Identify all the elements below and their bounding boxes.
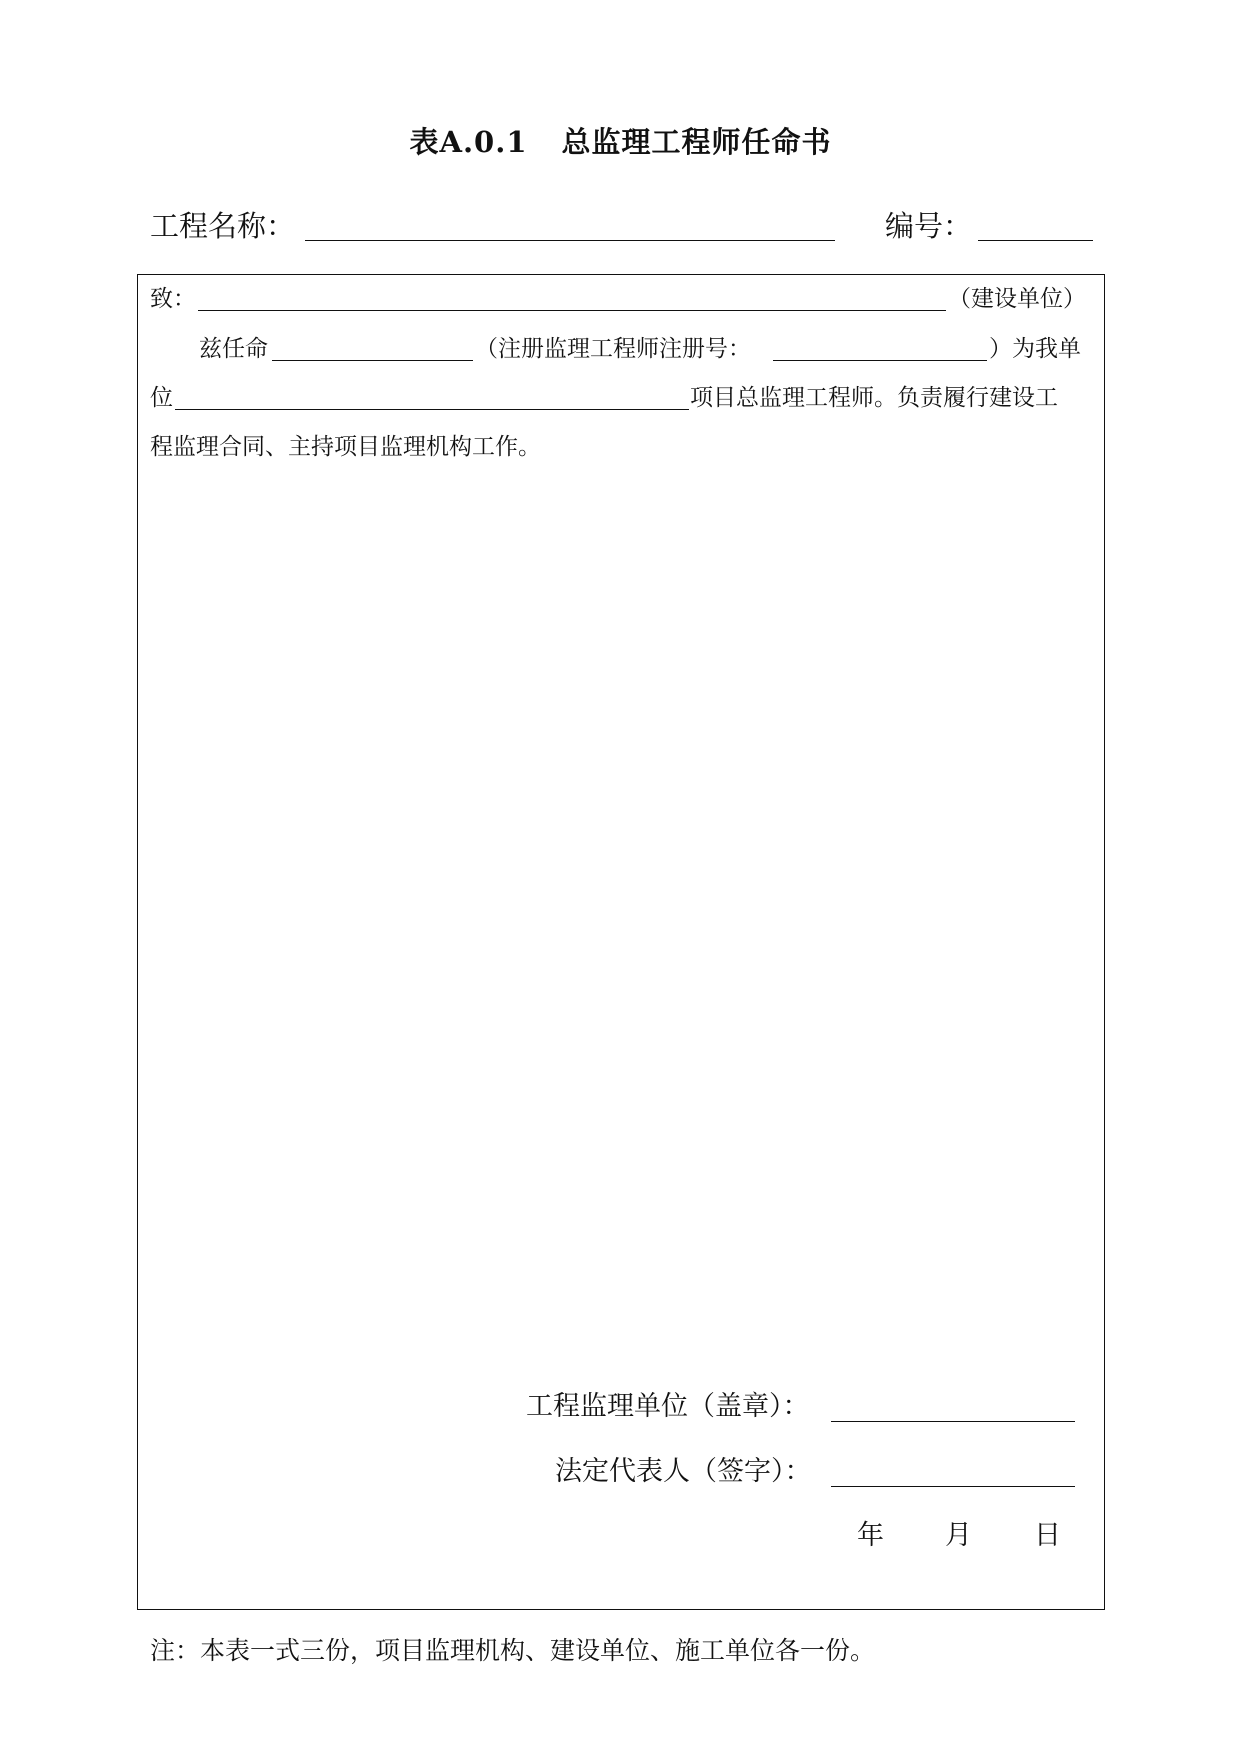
footnote: 注：本表一式三份，项目监理机构、建设单位、施工单位各一份。 (150, 1636, 876, 1665)
form-title (0, 120, 1241, 161)
legal-rep-field[interactable] (831, 1486, 1075, 1487)
legal-rep-label: 法定代表人（签字）： (555, 1456, 812, 1487)
project-name-field[interactable] (305, 240, 835, 241)
number-label: 编号： (885, 209, 973, 243)
project-field[interactable] (175, 409, 689, 410)
form-name: 总监理工程师任命书 (561, 125, 832, 159)
supervision-unit-field[interactable] (831, 1421, 1075, 1422)
appoint-prefix: 兹任命 (199, 336, 268, 362)
line2-prefix: 位 (150, 385, 173, 411)
supervision-unit-label: 工程监理单位（盖章）： (526, 1391, 810, 1422)
number-field[interactable] (978, 240, 1093, 241)
line3-text: 程监理合同、主持项目监理机构工作。 (150, 434, 541, 460)
to-label: 致： (150, 286, 196, 312)
registration-close: ）为我单 (989, 336, 1081, 362)
owner-suffix: （建设单位） (948, 286, 1086, 312)
year-label: 年 (857, 1520, 884, 1551)
project-name-label: 工程名称： (150, 209, 296, 243)
day-label: 日 (1034, 1520, 1061, 1551)
registration-open: （注册监理工程师注册号： (475, 336, 751, 362)
appointee-name-field[interactable] (272, 360, 473, 361)
owner-field[interactable] (198, 310, 946, 311)
registration-number-field[interactable] (773, 360, 987, 361)
line2-suffix: 项目总监理工程师。负责履行建设工 (690, 385, 1058, 411)
month-label: 月 (945, 1520, 972, 1551)
form-code: 表A.0.1 (409, 125, 528, 159)
